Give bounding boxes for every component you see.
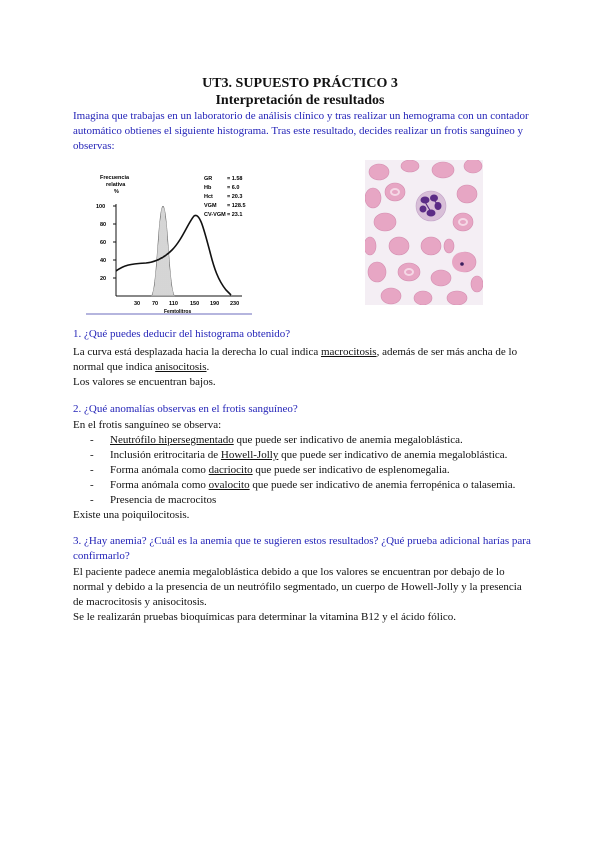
term-howell-jolly: Howell-Jolly bbox=[220, 449, 279, 461]
y-label-2: relativa bbox=[106, 182, 126, 188]
param-value-hct: = 20.3 bbox=[227, 194, 243, 200]
neutrophil bbox=[416, 191, 446, 221]
term-neutrofilo: Neutrófilo hipersegmentado bbox=[110, 434, 234, 446]
param-value-gr: = 1.58 bbox=[227, 176, 243, 182]
answer-2-closing: Existe una poiquilocitosis. bbox=[73, 509, 190, 521]
x-tick-group bbox=[134, 301, 239, 307]
intro-paragraph: Imagina que trabajas en un laboratorio de análisis clínico y tras realizar un hemograma con un contador automático obtienes el siguiente histograma. Tras este resultado, decides realizar un frotis sanguíneo y observas: bbox=[73, 110, 529, 152]
y-tick-60: 60 bbox=[100, 240, 107, 246]
finding-item: - Inclusión eritrocitaria de Howell-Jolly que puede ser indicativo de anemia megaloblástica. bbox=[73, 448, 533, 463]
term-anisocitosis: anisocitosis bbox=[155, 361, 207, 373]
answer-2 bbox=[73, 418, 533, 523]
y-label-3: % bbox=[114, 189, 119, 195]
blood-smear-image bbox=[365, 160, 483, 305]
term-dacriocito: dacriocito bbox=[208, 464, 253, 476]
param-value-cv-vgm: = 23.1 bbox=[227, 212, 243, 218]
param-name-hct: Hct bbox=[204, 194, 213, 200]
answer-3-paragraph-2: Se le realizarán pruebas bioquímicas para determinar la vitamina B12 y el ácido fólico. bbox=[73, 611, 457, 623]
param-name-hb: Hb bbox=[204, 185, 212, 191]
param-value-hb: = 6.0 bbox=[227, 185, 240, 191]
param-value-vgm: = 128.5 bbox=[227, 203, 246, 209]
answer-3-paragraph-1: El paciente padece anemia megaloblástica debido a que los valores se encuentran por debajo de lo normal y debido a la presencia de un neutrófilo segmentado, un cuerpo de Howell-Jolly y la presencia de macrocitosis y anisocitosis. bbox=[73, 566, 522, 608]
x-tick-190: 190 bbox=[210, 301, 220, 307]
y-tick-80: 80 bbox=[100, 222, 107, 228]
finding-item: - Forma anómala como ovalocito que puede ser indicativo de anemia ferropénica o talasemia. bbox=[73, 478, 533, 493]
x-axis-label: Femtolitros bbox=[164, 309, 192, 315]
y-tick-group bbox=[96, 204, 116, 282]
y-tick-100: 100 bbox=[96, 204, 106, 210]
question-3: 3. ¿Hay anemia? ¿Cuál es la anemia que te sugieren estos resultados? ¿Qué prueba adicional harías para confirmarlo? bbox=[73, 535, 531, 562]
document-title: UT3. SUPUESTO PRÁCTICO 3 bbox=[202, 76, 398, 91]
howell-jolly-body bbox=[460, 262, 464, 266]
answer-1-line-2: Los valores se encuentran bajos. bbox=[73, 376, 216, 388]
x-tick-150: 150 bbox=[190, 301, 200, 307]
answer-3 bbox=[73, 565, 533, 625]
patient-curve bbox=[116, 215, 231, 295]
param-name-vgm: VGM bbox=[204, 203, 217, 209]
question-2: 2. ¿Qué anomalías observas en el frotis sanguíneo? bbox=[73, 403, 298, 415]
answer-1 bbox=[73, 345, 533, 390]
param-name-cv-vgm: CV-VGM bbox=[204, 212, 226, 218]
finding-item: - Presencia de macrocitos bbox=[73, 493, 533, 508]
answer-1-text-b: , además de ser más ancha de lo normal que indica bbox=[73, 346, 518, 373]
term-ovalocito: ovalocito bbox=[208, 479, 250, 491]
x-tick-70: 70 bbox=[152, 301, 159, 307]
param-block bbox=[204, 176, 246, 218]
answer-1-text-a: La curva está desplazada hacia la derecha lo cual indica bbox=[73, 346, 321, 358]
term-macrocitosis: macrocitosis bbox=[320, 346, 377, 358]
x-tick-230: 230 bbox=[230, 301, 240, 307]
histogram-figure bbox=[86, 168, 256, 316]
finding-item: - Forma anómala como dacriocito que puede ser indicativo de esplenomegalia. bbox=[73, 463, 533, 478]
param-name-gr: GR bbox=[204, 176, 213, 182]
answer-2-lead: En el frotis sanguíneo se observa: bbox=[73, 419, 222, 431]
histogram-svg bbox=[86, 168, 256, 316]
y-tick-20: 20 bbox=[100, 276, 107, 282]
finding-item: - Neutrófilo hipersegmentado que puede ser indicativo de anemia megaloblástica. bbox=[73, 433, 533, 448]
y-label-1: Frecuencia bbox=[100, 175, 130, 181]
x-tick-30: 30 bbox=[134, 301, 141, 307]
question-1: 1. ¿Qué puedes deducir del histograma obtenido? bbox=[73, 328, 291, 340]
y-tick-40: 40 bbox=[100, 258, 107, 264]
blood-smear-svg bbox=[365, 160, 483, 305]
x-tick-110: 110 bbox=[169, 301, 178, 307]
findings-list bbox=[73, 433, 533, 508]
document-subtitle: Interpretación de resultados bbox=[215, 93, 385, 108]
answer-1-text-c: . bbox=[206, 361, 210, 373]
